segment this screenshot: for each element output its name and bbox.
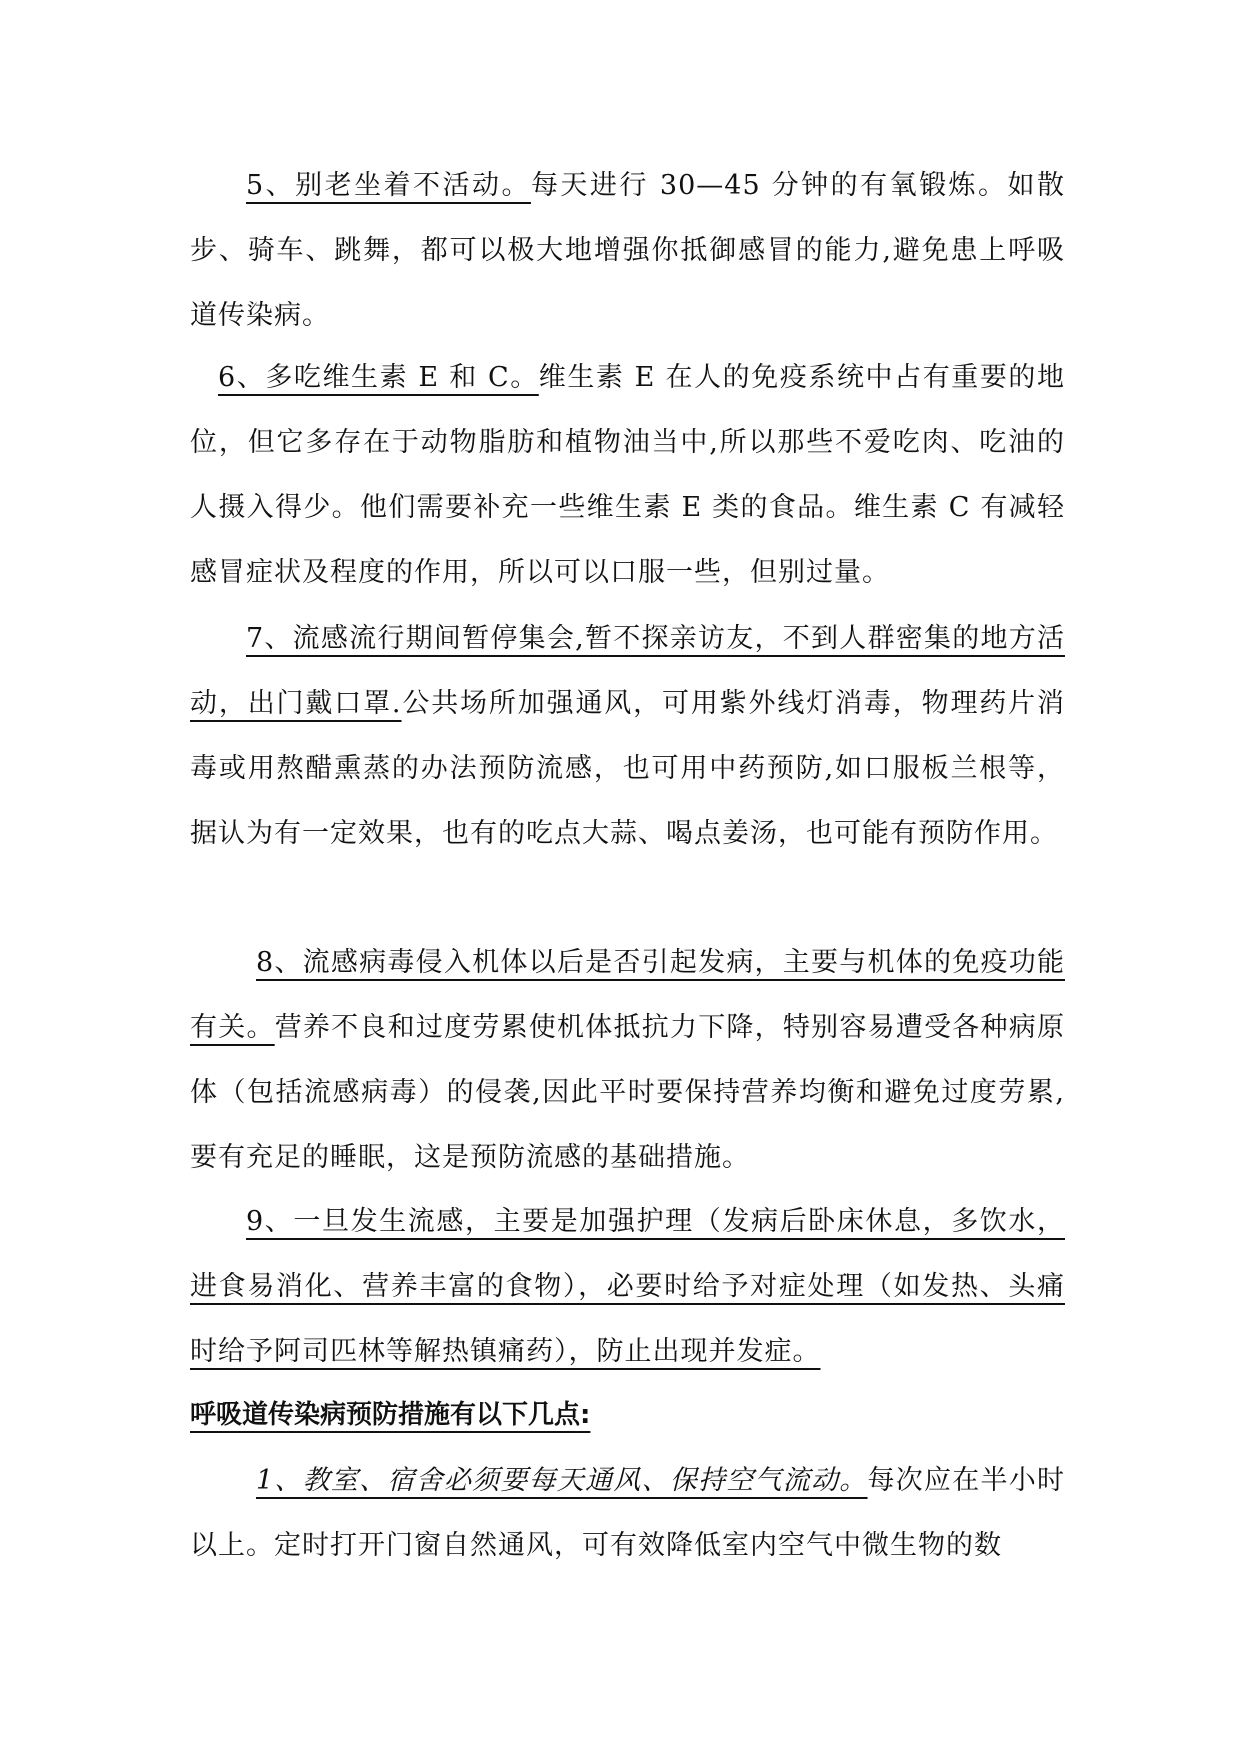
- paragraph-8-lead: 8、流感病毒侵入机体以后是否引起发病，主要与机体的免疫功能有关。: [190, 947, 1065, 1043]
- paragraph-6-lead: 6、多吃维生素 E 和 C。: [218, 362, 539, 393]
- paragraph-9: [190, 1189, 1065, 1384]
- paragraph-9-lead: 9、一旦发生流感，主要是加强护理（发病后卧床休息，多饮水，进食易消化、营养丰富的食物），必要时给予对症处理（如发热、头痛时给予阿司匹林等解热镇痛药），防止出现并发症。: [190, 1206, 1065, 1367]
- paragraph-8-body: 营养不良和过度劳累使机体抵抗力下降，特别容易遭受各种病原体（包括流感病毒）的侵袭,因此平时要保持营养均衡和避免过度劳累,要有充足的睡眠，这是预防流感的基础措施。: [190, 1012, 1066, 1173]
- paragraph-6-body: 维生素 E 在人的免疫系统中占有重要的地位，但它多存在于动物脂肪和植物油当中,所以那些不爱吃肉、吃油的人摄入得少。他们需要补充一些维生素 E 类的食品。维生素 C 有减轻感冒症状及程度的作用，所以可以口服一些，但别过量。: [190, 362, 1066, 588]
- section-heading: 呼吸道传染病预防措施有以下几点:: [190, 1400, 591, 1430]
- paragraph-10-lead: 1、教室、宿舍必须要每天通风、保持空气流动。: [256, 1465, 868, 1496]
- paragraph-7: [190, 606, 1065, 866]
- paragraph-5-body: 每天进行 30—45 分钟的有氧锻炼。如散步、骑车、跳舞，都可以极大地增强你抵御感冒的能力,避免患上呼吸道传染病。: [190, 170, 1065, 331]
- paragraph-8: [190, 930, 1065, 1190]
- paragraph-6: [190, 345, 1065, 605]
- paragraph-7-body: 公共场所加强通风，可用紫外线灯消毒，物理药片消毒或用熬醋熏蒸的办法预防流感，也可用中药预防,如口服板兰根等，据认为有一定效果，也有的吃点大蒜、喝点姜汤，也可能有预防作用。: [190, 688, 1065, 849]
- paragraph-10-body: 每次应在半小时以上。定时打开门窗自然通风，可有效降低室内空气中微生物的数: [190, 1465, 1065, 1561]
- paragraph-5: [190, 153, 1065, 348]
- paragraph-10: [190, 1448, 1065, 1578]
- paragraph-7-lead: 7、流感流行期间暂停集会,暂不探亲访友，不到人群密集的地方活动，出门戴口罩.: [190, 623, 1065, 719]
- paragraph-5-lead: 5、别老坐着不活动。: [246, 170, 531, 201]
